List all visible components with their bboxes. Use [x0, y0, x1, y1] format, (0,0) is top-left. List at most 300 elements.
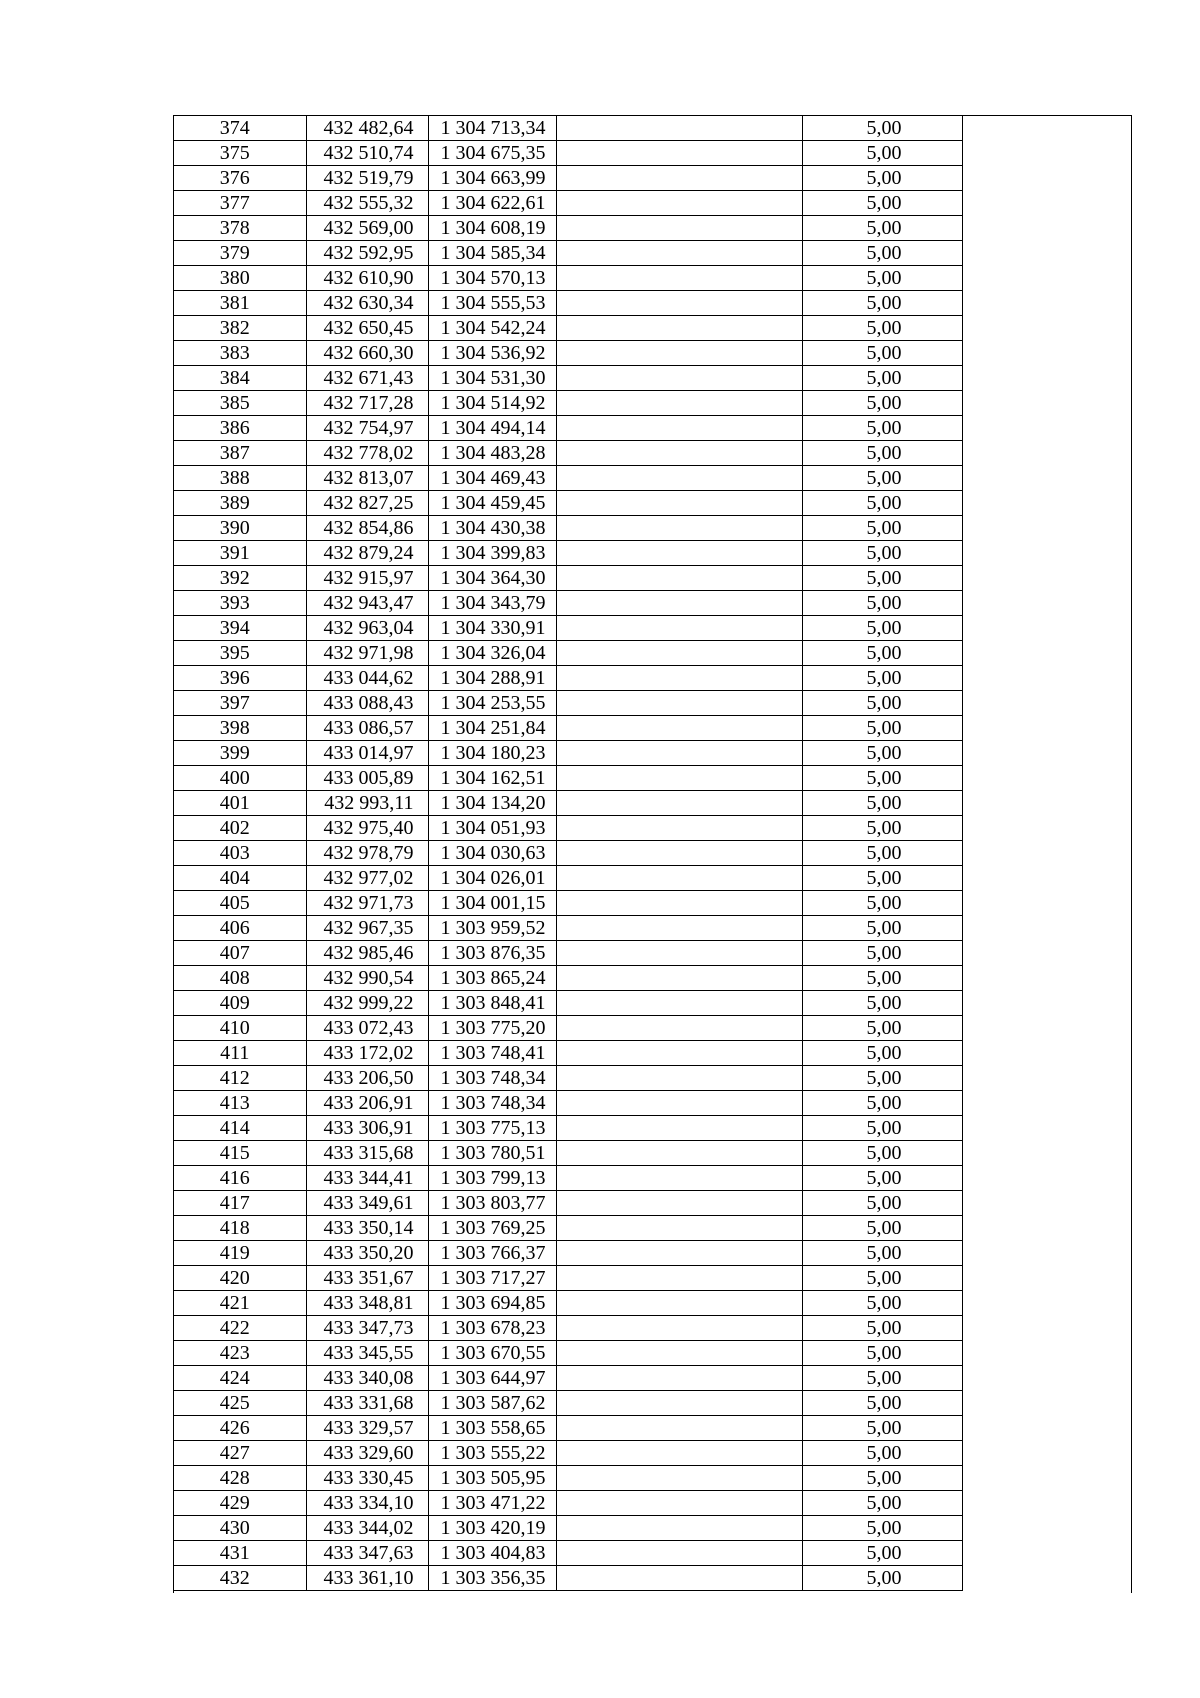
table-row: [174, 541, 1131, 566]
empty-cell: [962, 1491, 1131, 1516]
value-cell: 5,00: [802, 516, 962, 541]
point-number-cell: 393: [174, 591, 306, 616]
table-row: [174, 966, 1131, 991]
x-coordinate-cell: 432 555,32: [306, 191, 428, 216]
empty-cell: [556, 466, 802, 491]
y-coordinate-cell: 1 303 558,65: [428, 1416, 556, 1441]
table-row: [174, 216, 1131, 241]
empty-cell: [556, 116, 802, 141]
y-coordinate-cell: 1 303 780,51: [428, 1141, 556, 1166]
table-row: [174, 491, 1131, 516]
value-cell: 5,00: [802, 341, 962, 366]
y-coordinate-cell: 1 304 459,45: [428, 491, 556, 516]
point-number-cell: 419: [174, 1241, 306, 1266]
table-row: [174, 816, 1131, 841]
table-row: [174, 1191, 1131, 1216]
empty-cell: [556, 166, 802, 191]
empty-cell: [962, 416, 1131, 441]
x-coordinate-cell: 432 813,07: [306, 466, 428, 491]
empty-cell: [556, 341, 802, 366]
empty-cell: [556, 541, 802, 566]
y-coordinate-cell: 1 304 483,28: [428, 441, 556, 466]
empty-cell: [962, 991, 1131, 1016]
table-row: [174, 591, 1131, 616]
value-cell: 5,00: [802, 1166, 962, 1191]
x-coordinate-cell: 433 072,43: [306, 1016, 428, 1041]
empty-cell: [962, 1266, 1131, 1291]
table-row: [174, 566, 1131, 591]
empty-cell: [556, 191, 802, 216]
y-coordinate-cell: 1 303 471,22: [428, 1491, 556, 1516]
y-coordinate-cell: 1 304 514,92: [428, 391, 556, 416]
value-cell: 5,00: [802, 666, 962, 691]
point-number-cell: 424: [174, 1366, 306, 1391]
empty-cell: [556, 991, 802, 1016]
empty-cell: [962, 541, 1131, 566]
y-coordinate-cell: 1 304 469,43: [428, 466, 556, 491]
table-row: [174, 1516, 1131, 1541]
y-coordinate-cell: 1 303 876,35: [428, 941, 556, 966]
x-coordinate-cell: 432 985,46: [306, 941, 428, 966]
table-row: [174, 1466, 1131, 1491]
y-coordinate-cell: 1 303 775,20: [428, 1016, 556, 1041]
point-number-cell: 417: [174, 1191, 306, 1216]
empty-cell: [962, 1316, 1131, 1341]
table-row: [174, 616, 1131, 641]
empty-cell: [556, 941, 802, 966]
value-cell: 5,00: [802, 1416, 962, 1441]
y-coordinate-cell: 1 304 675,35: [428, 141, 556, 166]
value-cell: 5,00: [802, 391, 962, 416]
x-coordinate-cell: 433 345,55: [306, 1341, 428, 1366]
table-row: [174, 441, 1131, 466]
empty-cell: [962, 1366, 1131, 1391]
value-cell: 5,00: [802, 316, 962, 341]
point-number-cell: 407: [174, 941, 306, 966]
y-coordinate-cell: 1 304 608,19: [428, 216, 556, 241]
point-number-cell: 402: [174, 816, 306, 841]
x-coordinate-cell: 432 971,73: [306, 891, 428, 916]
value-cell: 5,00: [802, 1016, 962, 1041]
point-number-cell: 377: [174, 191, 306, 216]
value-cell: 5,00: [802, 866, 962, 891]
x-coordinate-cell: 432 854,86: [306, 516, 428, 541]
value-cell: 5,00: [802, 1116, 962, 1141]
y-coordinate-cell: 1 303 644,97: [428, 1366, 556, 1391]
empty-cell: [556, 1441, 802, 1466]
table-row: [174, 1316, 1131, 1341]
x-coordinate-cell: 433 344,41: [306, 1166, 428, 1191]
empty-cell: [556, 1116, 802, 1141]
point-number-cell: 415: [174, 1141, 306, 1166]
table-row: [174, 141, 1131, 166]
value-cell: 5,00: [802, 566, 962, 591]
empty-cell: [556, 1216, 802, 1241]
y-coordinate-cell: 1 304 536,92: [428, 341, 556, 366]
point-number-cell: 414: [174, 1116, 306, 1141]
empty-cell: [962, 841, 1131, 866]
empty-cell: [962, 866, 1131, 891]
empty-cell: [556, 1141, 802, 1166]
value-cell: 5,00: [802, 691, 962, 716]
x-coordinate-cell: 432 978,79: [306, 841, 428, 866]
table-row: [174, 466, 1131, 491]
point-number-cell: 378: [174, 216, 306, 241]
x-coordinate-cell: 432 569,00: [306, 216, 428, 241]
x-coordinate-cell: 433 005,89: [306, 766, 428, 791]
value-cell: 5,00: [802, 491, 962, 516]
table-row: [174, 641, 1131, 666]
y-coordinate-cell: 1 304 026,01: [428, 866, 556, 891]
x-coordinate-cell: 433 349,61: [306, 1191, 428, 1216]
value-cell: 5,00: [802, 891, 962, 916]
table-row: [174, 291, 1131, 316]
empty-cell: [556, 1516, 802, 1541]
value-cell: 5,00: [802, 1141, 962, 1166]
point-number-cell: 411: [174, 1041, 306, 1066]
y-coordinate-cell: 1 303 959,52: [428, 916, 556, 941]
empty-cell: [556, 416, 802, 441]
point-number-cell: 394: [174, 616, 306, 641]
value-cell: 5,00: [802, 791, 962, 816]
empty-cell: [962, 566, 1131, 591]
value-cell: 5,00: [802, 366, 962, 391]
point-number-cell: 428: [174, 1466, 306, 1491]
value-cell: 5,00: [802, 1566, 962, 1591]
table-row: [174, 891, 1131, 916]
y-coordinate-cell: 1 304 542,24: [428, 316, 556, 341]
empty-cell: [962, 1116, 1131, 1141]
y-coordinate-cell: 1 304 663,99: [428, 166, 556, 191]
value-cell: 5,00: [802, 1466, 962, 1491]
empty-cell: [962, 191, 1131, 216]
point-number-cell: 405: [174, 891, 306, 916]
value-cell: 5,00: [802, 1291, 962, 1316]
y-coordinate-cell: 1 303 694,85: [428, 1291, 556, 1316]
table-row: [174, 1116, 1131, 1141]
y-coordinate-cell: 1 304 134,20: [428, 791, 556, 816]
table-row: [174, 1041, 1131, 1066]
x-coordinate-cell: 433 014,97: [306, 741, 428, 766]
table-row: [174, 166, 1131, 191]
empty-cell: [556, 616, 802, 641]
x-coordinate-cell: 433 347,63: [306, 1541, 428, 1566]
table-row: [174, 941, 1131, 966]
value-cell: 5,00: [802, 116, 962, 141]
point-number-cell: 413: [174, 1091, 306, 1116]
empty-cell: [556, 816, 802, 841]
empty-cell: [962, 1216, 1131, 1241]
empty-cell: [962, 816, 1131, 841]
empty-cell: [962, 616, 1131, 641]
empty-cell: [556, 391, 802, 416]
table-row: [174, 1491, 1131, 1516]
table-row: [174, 266, 1131, 291]
y-coordinate-cell: 1 303 748,34: [428, 1091, 556, 1116]
value-cell: 5,00: [802, 1091, 962, 1116]
value-cell: 5,00: [802, 1241, 962, 1266]
value-cell: 5,00: [802, 1541, 962, 1566]
value-cell: 5,00: [802, 1366, 962, 1391]
x-coordinate-cell: 433 206,50: [306, 1066, 428, 1091]
point-number-cell: 395: [174, 641, 306, 666]
y-coordinate-cell: 1 303 404,83: [428, 1541, 556, 1566]
empty-cell: [556, 891, 802, 916]
x-coordinate-cell: 432 660,30: [306, 341, 428, 366]
empty-cell: [556, 1341, 802, 1366]
empty-cell: [962, 1066, 1131, 1091]
table-row: [174, 1441, 1131, 1466]
y-coordinate-cell: 1 304 288,91: [428, 666, 556, 691]
point-number-cell: 387: [174, 441, 306, 466]
empty-cell: [556, 1491, 802, 1516]
table-row: [174, 916, 1131, 941]
empty-cell: [556, 266, 802, 291]
empty-cell: [962, 441, 1131, 466]
value-cell: 5,00: [802, 266, 962, 291]
x-coordinate-cell: 432 650,45: [306, 316, 428, 341]
y-coordinate-cell: 1 304 585,34: [428, 241, 556, 266]
coordinates-table-frame: [173, 115, 1132, 1593]
value-cell: 5,00: [802, 166, 962, 191]
y-coordinate-cell: 1 304 531,30: [428, 366, 556, 391]
empty-cell: [962, 166, 1131, 191]
x-coordinate-cell: 432 510,74: [306, 141, 428, 166]
empty-cell: [962, 1441, 1131, 1466]
x-coordinate-cell: 433 334,10: [306, 1491, 428, 1516]
point-number-cell: 376: [174, 166, 306, 191]
point-number-cell: 406: [174, 916, 306, 941]
y-coordinate-cell: 1 304 326,04: [428, 641, 556, 666]
x-coordinate-cell: 432 827,25: [306, 491, 428, 516]
point-number-cell: 392: [174, 566, 306, 591]
x-coordinate-cell: 432 630,34: [306, 291, 428, 316]
coordinates-table: [174, 116, 1131, 1591]
point-number-cell: 386: [174, 416, 306, 441]
x-coordinate-cell: 432 990,54: [306, 966, 428, 991]
empty-cell: [556, 666, 802, 691]
point-number-cell: 409: [174, 991, 306, 1016]
point-number-cell: 397: [174, 691, 306, 716]
x-coordinate-cell: 433 347,73: [306, 1316, 428, 1341]
table-row: [174, 1166, 1131, 1191]
y-coordinate-cell: 1 304 253,55: [428, 691, 556, 716]
value-cell: 5,00: [802, 641, 962, 666]
point-number-cell: 416: [174, 1166, 306, 1191]
table-row: [174, 1266, 1131, 1291]
empty-cell: [962, 341, 1131, 366]
value-cell: 5,00: [802, 966, 962, 991]
empty-cell: [962, 641, 1131, 666]
value-cell: 5,00: [802, 1266, 962, 1291]
point-number-cell: 410: [174, 1016, 306, 1041]
point-number-cell: 427: [174, 1441, 306, 1466]
empty-cell: [962, 1541, 1131, 1566]
table-row: [174, 716, 1131, 741]
x-coordinate-cell: 433 172,02: [306, 1041, 428, 1066]
table-row: [174, 1241, 1131, 1266]
x-coordinate-cell: 432 971,98: [306, 641, 428, 666]
value-cell: 5,00: [802, 1066, 962, 1091]
empty-cell: [962, 591, 1131, 616]
y-coordinate-cell: 1 304 622,61: [428, 191, 556, 216]
table-row: [174, 241, 1131, 266]
y-coordinate-cell: 1 303 769,25: [428, 1216, 556, 1241]
x-coordinate-cell: 433 315,68: [306, 1141, 428, 1166]
y-coordinate-cell: 1 303 670,55: [428, 1341, 556, 1366]
point-number-cell: 374: [174, 116, 306, 141]
empty-cell: [962, 966, 1131, 991]
empty-cell: [962, 291, 1131, 316]
table-row: [174, 866, 1131, 891]
y-coordinate-cell: 1 304 051,93: [428, 816, 556, 841]
point-number-cell: 398: [174, 716, 306, 741]
empty-cell: [962, 241, 1131, 266]
empty-cell: [962, 516, 1131, 541]
value-cell: 5,00: [802, 1041, 962, 1066]
x-coordinate-cell: 433 350,20: [306, 1241, 428, 1266]
empty-cell: [556, 791, 802, 816]
y-coordinate-cell: 1 303 799,13: [428, 1166, 556, 1191]
y-coordinate-cell: 1 304 030,63: [428, 841, 556, 866]
value-cell: 5,00: [802, 216, 962, 241]
y-coordinate-cell: 1 304 399,83: [428, 541, 556, 566]
x-coordinate-cell: 432 717,28: [306, 391, 428, 416]
value-cell: 5,00: [802, 1316, 962, 1341]
value-cell: 5,00: [802, 916, 962, 941]
empty-cell: [556, 1191, 802, 1216]
y-coordinate-cell: 1 303 865,24: [428, 966, 556, 991]
x-coordinate-cell: 432 879,24: [306, 541, 428, 566]
empty-cell: [556, 1566, 802, 1591]
empty-cell: [556, 641, 802, 666]
x-coordinate-cell: 433 329,60: [306, 1441, 428, 1466]
table-row: [174, 841, 1131, 866]
empty-cell: [962, 916, 1131, 941]
empty-cell: [962, 791, 1131, 816]
value-cell: 5,00: [802, 1441, 962, 1466]
y-coordinate-cell: 1 304 555,53: [428, 291, 556, 316]
coordinates-table-body: [174, 116, 1131, 1591]
x-coordinate-cell: 433 361,10: [306, 1566, 428, 1591]
empty-cell: [556, 1316, 802, 1341]
table-row: [174, 1366, 1131, 1391]
y-coordinate-cell: 1 303 717,27: [428, 1266, 556, 1291]
point-number-cell: 399: [174, 741, 306, 766]
empty-cell: [962, 1391, 1131, 1416]
x-coordinate-cell: 433 348,81: [306, 1291, 428, 1316]
value-cell: 5,00: [802, 441, 962, 466]
table-row: [174, 1016, 1131, 1041]
table-row: [174, 666, 1131, 691]
table-row: [174, 741, 1131, 766]
empty-cell: [556, 1041, 802, 1066]
x-coordinate-cell: 432 993,11: [306, 791, 428, 816]
empty-cell: [962, 716, 1131, 741]
empty-cell: [962, 666, 1131, 691]
value-cell: 5,00: [802, 1341, 962, 1366]
value-cell: 5,00: [802, 766, 962, 791]
point-number-cell: 418: [174, 1216, 306, 1241]
x-coordinate-cell: 432 482,64: [306, 116, 428, 141]
y-coordinate-cell: 1 304 713,34: [428, 116, 556, 141]
y-coordinate-cell: 1 304 343,79: [428, 591, 556, 616]
y-coordinate-cell: 1 304 364,30: [428, 566, 556, 591]
empty-cell: [556, 1291, 802, 1316]
point-number-cell: 380: [174, 266, 306, 291]
value-cell: 5,00: [802, 291, 962, 316]
table-row: [174, 991, 1131, 1016]
x-coordinate-cell: 433 351,67: [306, 1266, 428, 1291]
x-coordinate-cell: 432 754,97: [306, 416, 428, 441]
empty-cell: [962, 691, 1131, 716]
x-coordinate-cell: 433 330,45: [306, 1466, 428, 1491]
point-number-cell: 396: [174, 666, 306, 691]
empty-cell: [556, 1091, 802, 1116]
point-number-cell: 389: [174, 491, 306, 516]
point-number-cell: 382: [174, 316, 306, 341]
x-coordinate-cell: 432 915,97: [306, 566, 428, 591]
empty-cell: [962, 1041, 1131, 1066]
empty-cell: [556, 1166, 802, 1191]
x-coordinate-cell: 433 340,08: [306, 1366, 428, 1391]
point-number-cell: 408: [174, 966, 306, 991]
value-cell: 5,00: [802, 591, 962, 616]
y-coordinate-cell: 1 303 775,13: [428, 1116, 556, 1141]
empty-cell: [556, 916, 802, 941]
x-coordinate-cell: 432 610,90: [306, 266, 428, 291]
value-cell: 5,00: [802, 1516, 962, 1541]
value-cell: 5,00: [802, 1216, 962, 1241]
table-row: [174, 191, 1131, 216]
empty-cell: [962, 1241, 1131, 1266]
empty-cell: [962, 316, 1131, 341]
y-coordinate-cell: 1 303 420,19: [428, 1516, 556, 1541]
x-coordinate-cell: 433 206,91: [306, 1091, 428, 1116]
empty-cell: [962, 941, 1131, 966]
point-number-cell: 412: [174, 1066, 306, 1091]
table-row: [174, 1216, 1131, 1241]
table-row: [174, 116, 1131, 141]
point-number-cell: 385: [174, 391, 306, 416]
y-coordinate-cell: 1 304 251,84: [428, 716, 556, 741]
point-number-cell: 384: [174, 366, 306, 391]
point-number-cell: 400: [174, 766, 306, 791]
table-row: [174, 316, 1131, 341]
point-number-cell: 379: [174, 241, 306, 266]
empty-cell: [556, 1266, 802, 1291]
empty-cell: [556, 1066, 802, 1091]
y-coordinate-cell: 1 303 803,77: [428, 1191, 556, 1216]
table-row: [174, 516, 1131, 541]
x-coordinate-cell: 432 975,40: [306, 816, 428, 841]
point-number-cell: 425: [174, 1391, 306, 1416]
empty-cell: [556, 1466, 802, 1491]
point-number-cell: 381: [174, 291, 306, 316]
point-number-cell: 403: [174, 841, 306, 866]
point-number-cell: 422: [174, 1316, 306, 1341]
y-coordinate-cell: 1 303 505,95: [428, 1466, 556, 1491]
empty-cell: [556, 766, 802, 791]
x-coordinate-cell: 433 044,62: [306, 666, 428, 691]
empty-cell: [962, 1566, 1131, 1591]
value-cell: 5,00: [802, 716, 962, 741]
empty-cell: [962, 216, 1131, 241]
x-coordinate-cell: 433 350,14: [306, 1216, 428, 1241]
empty-cell: [962, 366, 1131, 391]
value-cell: 5,00: [802, 616, 962, 641]
empty-cell: [556, 716, 802, 741]
